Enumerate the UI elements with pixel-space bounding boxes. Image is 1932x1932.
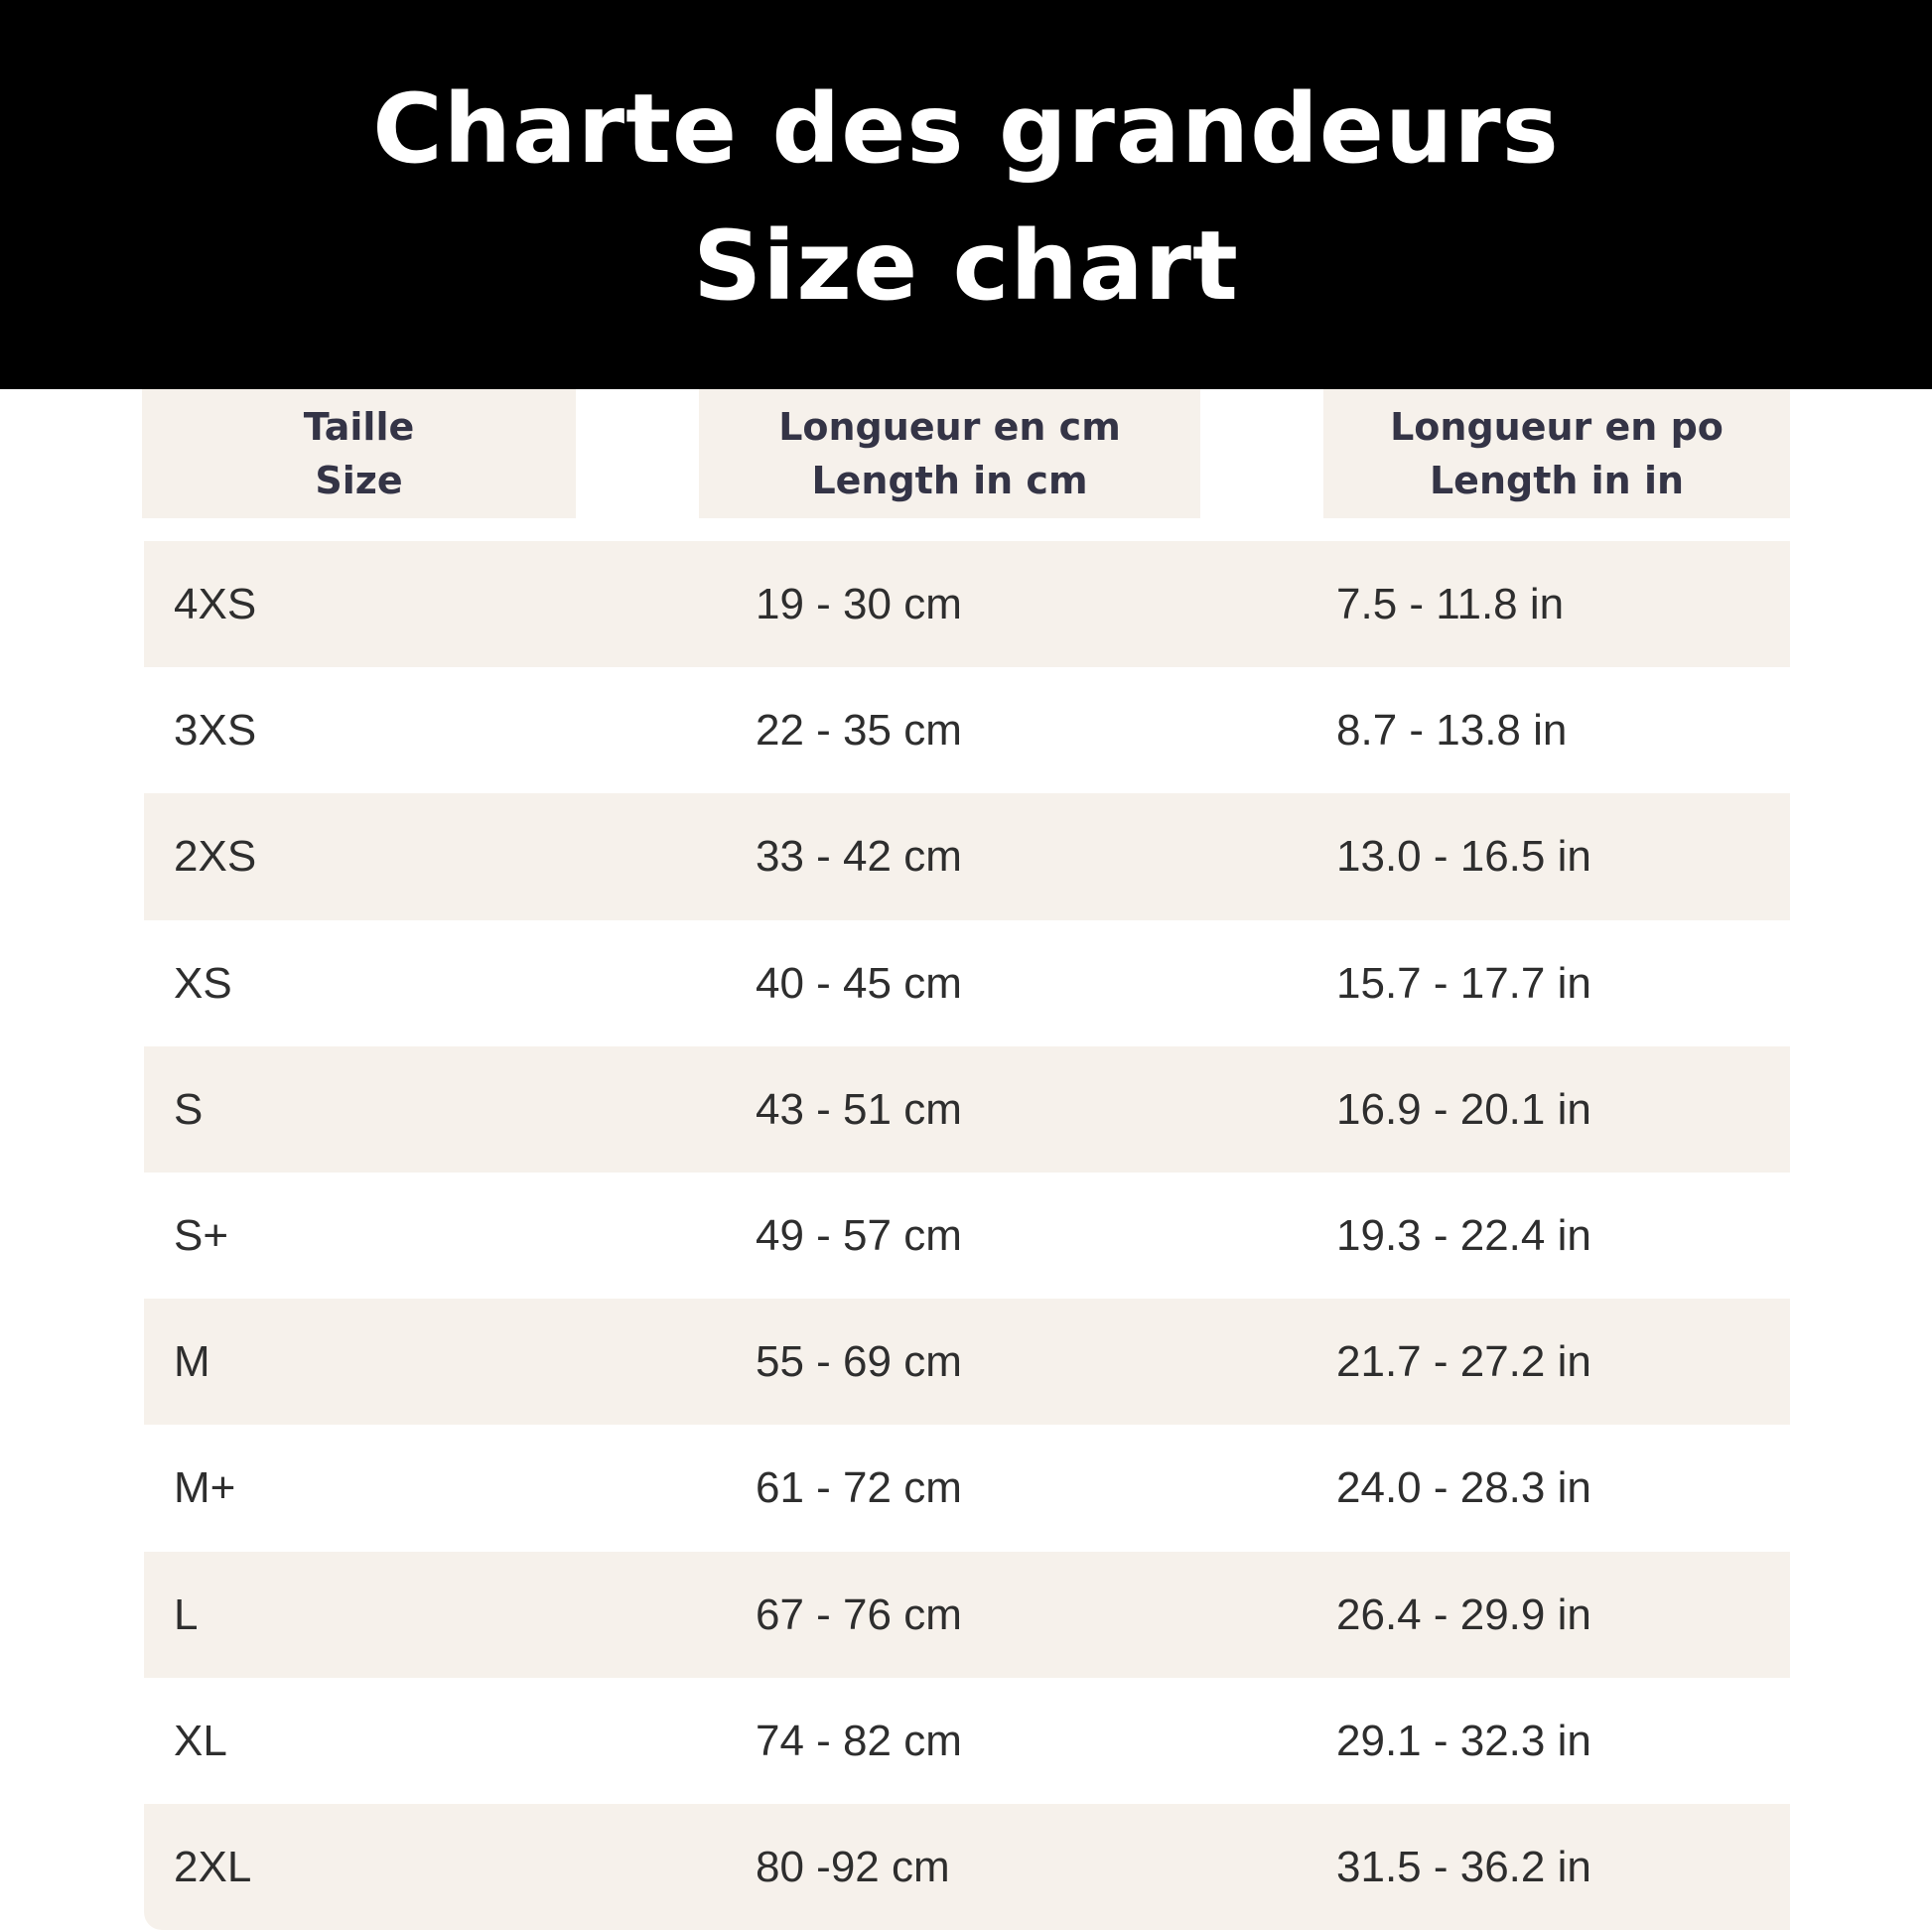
length-in-cell: 13.0 - 16.5 in — [1336, 832, 1591, 882]
title-banner — [0, 0, 1932, 389]
length-in-cell: 31.5 - 36.2 in — [1336, 1842, 1591, 1891]
size-cell: XL — [174, 1716, 227, 1765]
length-cm-cell: 22 - 35 cm — [756, 706, 962, 756]
size-cell: M+ — [174, 1463, 236, 1513]
size-cell: S+ — [174, 1210, 229, 1260]
size-cell: 2XS — [174, 832, 257, 882]
table-row — [144, 1804, 1790, 1930]
size-cell: XS — [174, 958, 232, 1008]
column-header-length-in — [1323, 389, 1790, 518]
table-row — [144, 1173, 1790, 1299]
table-row — [144, 667, 1790, 793]
length-in-cell: 26.4 - 29.9 in — [1336, 1589, 1591, 1639]
table-row — [144, 1425, 1790, 1551]
length-cm-cell: 19 - 30 cm — [756, 580, 962, 628]
length-in-cell: 21.7 - 27.2 in — [1336, 1337, 1591, 1387]
table-row — [144, 793, 1790, 919]
length-cm-cell: 49 - 57 cm — [756, 1210, 962, 1260]
title-french: Charte des grandeurs — [372, 73, 1560, 185]
size-table-body — [144, 541, 1790, 1930]
length-cm-cell: 43 - 51 cm — [756, 1084, 962, 1134]
table-row — [144, 1299, 1790, 1425]
table-row — [144, 1552, 1790, 1678]
column-header-size-en: Size — [315, 459, 403, 502]
length-in-cell: 19.3 - 22.4 in — [1336, 1210, 1591, 1260]
length-cm-cell: 55 - 69 cm — [756, 1337, 962, 1387]
size-cell: L — [174, 1589, 199, 1639]
column-header-length-in-fr: Longueur en po — [1390, 405, 1724, 449]
size-cell: 3XS — [174, 706, 257, 756]
length-cm-cell: 61 - 72 cm — [756, 1463, 962, 1513]
size-cell: 4XS — [174, 580, 257, 628]
size-cell: M — [174, 1337, 210, 1387]
column-header-length-cm — [699, 389, 1200, 518]
title-english: Size chart — [693, 210, 1239, 322]
length-in-cell: 16.9 - 20.1 in — [1336, 1084, 1591, 1134]
length-cm-cell: 33 - 42 cm — [756, 832, 962, 882]
table-row — [144, 541, 1790, 667]
size-cell: 2XL — [174, 1842, 252, 1891]
table-row — [144, 920, 1790, 1046]
length-cm-cell: 80 -92 cm — [756, 1842, 950, 1891]
table-row — [144, 1046, 1790, 1173]
length-cm-cell: 67 - 76 cm — [756, 1589, 962, 1639]
column-header-length-cm-en: Length in cm — [811, 459, 1088, 502]
length-in-cell: 7.5 - 11.8 in — [1336, 580, 1565, 628]
table-row — [144, 1678, 1790, 1804]
length-cm-cell: 74 - 82 cm — [756, 1716, 962, 1765]
column-header-size-fr: Taille — [303, 405, 415, 449]
length-in-cell: 29.1 - 32.3 in — [1336, 1716, 1591, 1765]
column-header-length-cm-fr: Longueur en cm — [778, 405, 1121, 449]
length-in-cell: 24.0 - 28.3 in — [1336, 1463, 1591, 1513]
length-in-cell: 8.7 - 13.8 in — [1336, 706, 1568, 756]
column-header-length-in-en: Length in in — [1429, 459, 1685, 502]
size-cell: S — [174, 1084, 204, 1134]
length-cm-cell: 40 - 45 cm — [756, 958, 962, 1008]
column-header-size — [142, 389, 576, 518]
length-in-cell: 15.7 - 17.7 in — [1336, 958, 1591, 1008]
